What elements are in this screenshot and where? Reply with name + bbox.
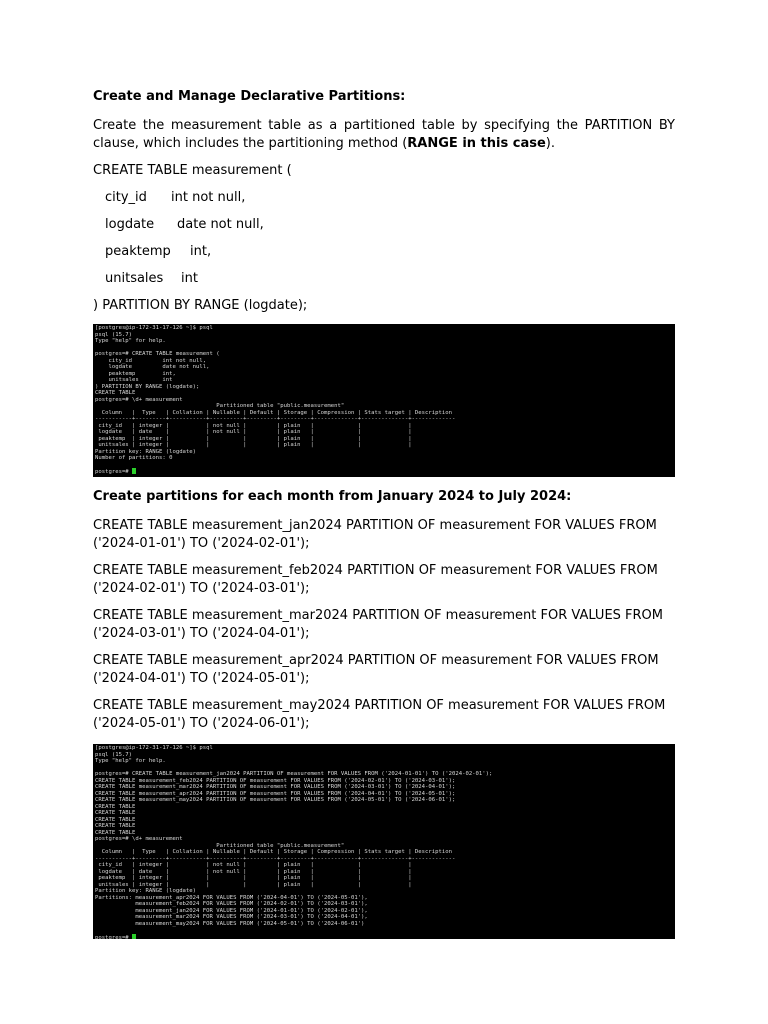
partition-statement: CREATE TABLE measurement_feb2024 PARTITION OF measurement FOR VALUES FROM ('2024-02-01') TO ('2024-03-01'); <box>93 563 658 596</box>
column-def <box>93 270 675 288</box>
column-type: int not null, <box>171 190 246 205</box>
terminal-line: [postgres@ip-172-31-17-126 ~]$ psql <box>95 745 213 751</box>
cursor-icon <box>132 468 136 474</box>
terminal-line: postgres=# \d+ measurement <box>95 836 183 842</box>
terminal-line: logdate | date | | not null | | plain | | | <box>95 868 412 875</box>
terminal-line: Column | Type | Collation | Nullable | Default | Storage | Compression | Stats target | Description <box>95 849 452 855</box>
terminal-output <box>95 745 673 934</box>
column-type: int, <box>190 244 212 259</box>
column-name: logdate <box>105 217 155 232</box>
partition-statement: CREATE TABLE measurement_apr2024 PARTITION OF measurement FOR VALUES FROM ('2024-04-01') TO ('2024-05-01'); <box>93 653 659 686</box>
section1-heading: Create and Manage Declarative Partitions: <box>93 89 406 104</box>
terminal-prompt: postgres=# <box>95 934 133 939</box>
terminal-line: postgres=# CREATE TABLE measurement ( <box>95 351 220 357</box>
terminal-line: peaktemp int, <box>95 370 176 377</box>
terminal-line: unitsales | integer | | | | plain | | | <box>95 881 412 888</box>
terminal-screenshot-2 <box>93 744 675 939</box>
create-open-line: CREATE TABLE measurement ( <box>93 163 292 178</box>
terminal-line: Number of partitions: 0 <box>95 455 173 461</box>
terminal-line: Type "help" for help. <box>95 338 166 344</box>
terminal-line: -----------+---------+-----------+----------+---------+---------+-------------+--------------+------------- <box>95 855 456 862</box>
terminal-line: logdate date not null, <box>95 364 210 370</box>
partition-statement: CREATE TABLE measurement_jan2024 PARTITION OF measurement FOR VALUES FROM ('2024-01-01') TO ('2024-02-01'); <box>93 518 657 551</box>
terminal-prompt: postgres=# <box>95 469 133 475</box>
column-name: peaktemp <box>105 244 171 259</box>
column-type: date not null, <box>177 217 264 232</box>
column-type: int <box>181 271 198 286</box>
partition-statements <box>93 517 675 733</box>
terminal-line: peaktemp | integer | | | | plain | | | <box>95 435 412 442</box>
intro-bold: RANGE in this case <box>407 136 546 151</box>
terminal-line: CREATE TABLE <box>95 810 136 816</box>
column-name: city_id <box>105 190 147 205</box>
terminal-line: psql (15.7) <box>95 751 133 758</box>
intro-paragraph <box>93 117 675 153</box>
terminal-line: measurement_may2024 FOR VALUES FROM ('2024-05-01') TO ('2024-06-01') <box>95 920 365 927</box>
partition-statement: CREATE TABLE measurement_mar2024 PARTITION OF measurement FOR VALUES FROM ('2024-03-01') TO ('2024-04-01'); <box>93 608 664 641</box>
terminal-line: unitsales int <box>95 377 173 383</box>
terminal-line: ) PARTITION BY RANGE (logdate); <box>95 383 200 390</box>
terminal-line: CREATE TABLE <box>95 829 136 836</box>
create-close-line: ) PARTITION BY RANGE (logdate); <box>93 298 308 313</box>
terminal-line: CREATE TABLE <box>95 823 136 829</box>
terminal-line: city_id | integer | | not null | | plain | | | <box>95 862 412 868</box>
terminal-line: [postgres@ip-172-31-17-126 ~]$ psql <box>95 325 213 331</box>
terminal-line: city_id int not null, <box>95 357 207 364</box>
intro-text-after: ). <box>545 136 556 151</box>
section2-heading: Create partitions for each month from January 2024 to July 2024: <box>93 489 572 504</box>
terminal-line: postgres=# CREATE TABLE measurement_jan2024 PARTITION OF measurement FOR VALUES FROM ('2024-01-01') TO ('2024-02-01'); <box>95 771 493 777</box>
terminal-line <box>95 927 673 934</box>
terminal-line: Partition key: RANGE (logdate) <box>95 888 197 894</box>
terminal-line: Type "help" for help. <box>95 758 166 764</box>
terminal-line: postgres=# \d+ measurement <box>95 396 183 403</box>
terminal-line: Partitioned table "public.measurement" <box>95 842 345 849</box>
terminal-line: CREATE TABLE <box>95 390 136 396</box>
cursor-icon <box>132 934 136 940</box>
column-def <box>93 189 675 207</box>
terminal-output <box>95 325 673 468</box>
column-definitions <box>93 189 675 288</box>
column-def <box>93 243 675 261</box>
terminal-line: city_id | integer | | not null | | plain | | | <box>95 422 412 429</box>
terminal-line: Partitions: measurement_apr2024 FOR VALUES FROM ('2024-04-01') TO ('2024-05-01'), <box>95 894 368 901</box>
terminal-line: CREATE TABLE measurement_mar2024 PARTITION OF measurement FOR VALUES FROM ('2024-03-01') TO ('2024-04-01'); <box>95 784 456 790</box>
terminal-line: CREATE TABLE <box>95 816 136 823</box>
terminal-line: CREATE TABLE measurement_may2024 PARTITION OF measurement FOR VALUES FROM ('2024-05-01') TO ('2024-06-01'); <box>95 797 456 803</box>
intro-text-before: Create the measurement table as a partitioned table by specifying the PARTITION BY clause, which includes the partitioning method ( <box>93 118 675 151</box>
terminal-line: Column | Type | Collation | Nullable | Default | Storage | Compression | Stats target | Description <box>95 409 452 416</box>
terminal-line: -----------+---------+-----------+----------+---------+---------+-------------+--------------+------------- <box>95 416 456 422</box>
terminal-line <box>95 462 673 469</box>
terminal-line: CREATE TABLE measurement_feb2024 PARTITION OF measurement FOR VALUES FROM ('2024-02-01') TO ('2024-03-01'); <box>95 777 456 784</box>
column-name: unitsales <box>105 271 164 286</box>
terminal-line: Partition key: RANGE (logdate) <box>95 448 197 455</box>
terminal-line: logdate | date | | not null | | plain | | | <box>95 429 412 435</box>
terminal-line: unitsales | integer | | | | plain | | | <box>95 442 412 448</box>
terminal-screenshot-1 <box>93 324 675 477</box>
terminal-line: measurement_mar2024 FOR VALUES FROM ('2024-03-01') TO ('2024-04-01'), <box>95 914 368 920</box>
terminal-line: CREATE TABLE measurement_apr2024 PARTITION OF measurement FOR VALUES FROM ('2024-04-01') TO ('2024-05-01'); <box>95 790 456 797</box>
document-page <box>93 86 675 939</box>
terminal-line: CREATE TABLE <box>95 803 136 810</box>
terminal-line: Partitioned table "public.measurement" <box>95 403 345 409</box>
partition-statement: CREATE TABLE measurement_may2024 PARTITION OF measurement FOR VALUES FROM ('2024-05-01') TO ('2024-06-01'); <box>93 698 666 731</box>
terminal-line: measurement_feb2024 FOR VALUES FROM ('2024-02-01') TO ('2024-03-01'), <box>95 901 368 907</box>
column-def <box>93 216 675 234</box>
terminal-line: peaktemp | integer | | | | plain | | | <box>95 875 412 881</box>
terminal-line: psql (15.7) <box>95 331 133 338</box>
terminal-line: measurement_jan2024 FOR VALUES FROM ('2024-01-01') TO ('2024-02-01'), <box>95 907 368 914</box>
